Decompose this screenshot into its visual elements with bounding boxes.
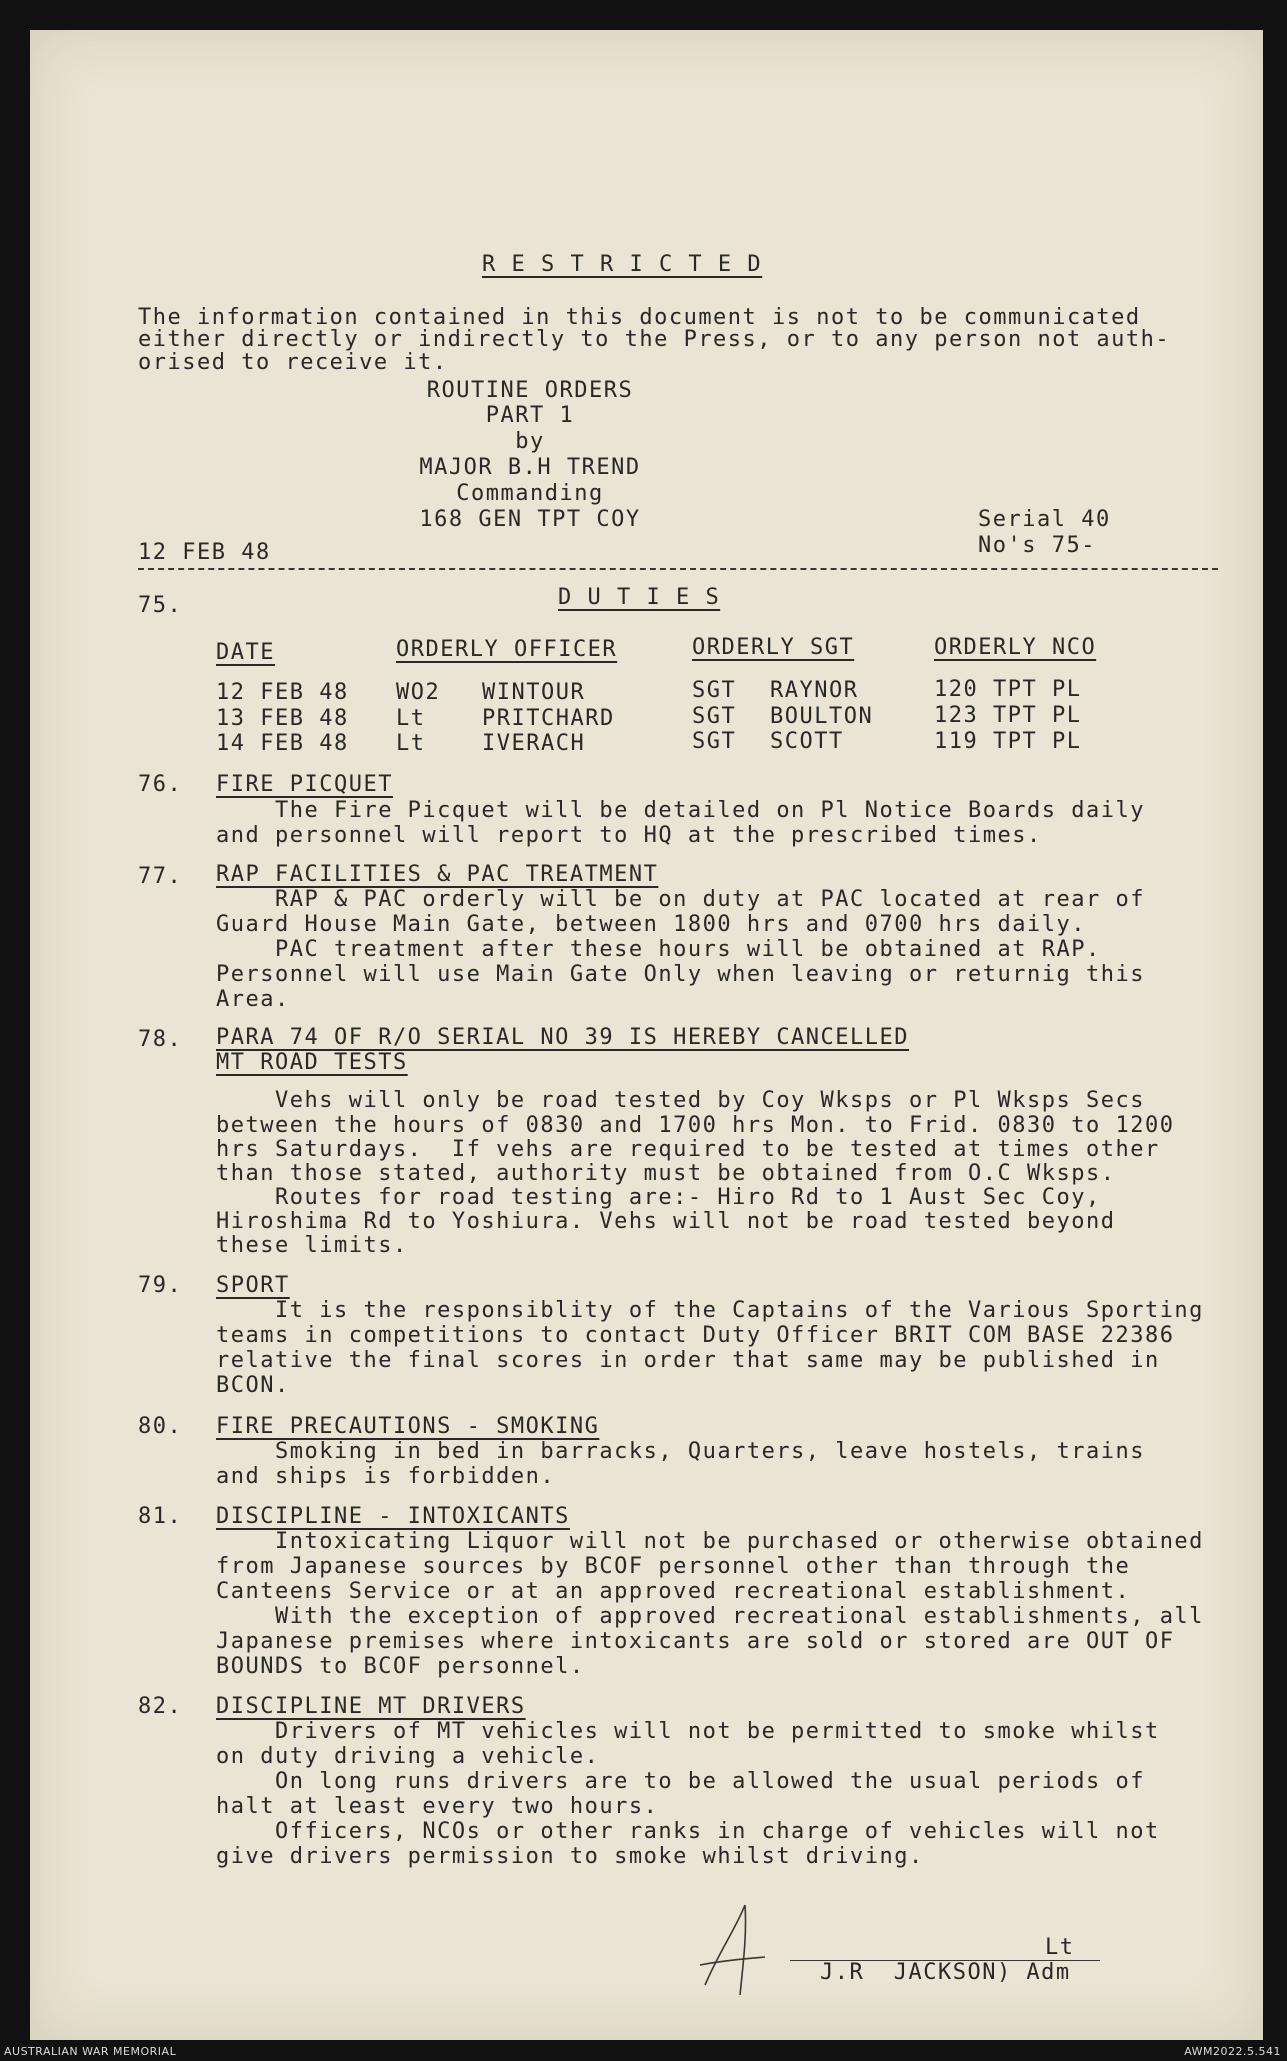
header-divider	[138, 568, 1218, 570]
col-orderly-officer: ORDERLY OFFICER	[396, 637, 618, 662]
row-rank: Lt	[396, 706, 426, 731]
para-number: 79.	[138, 1273, 183, 1298]
archive-reference: AWM2022.5.541	[1184, 2045, 1281, 2058]
row-sgt: SCOTT	[770, 729, 844, 754]
row-sgt-rank: SGT	[692, 678, 737, 703]
para-line: than those stated, authority must be obtained from O.C Wksps.	[216, 1161, 1116, 1186]
handwritten-signature	[685, 1895, 805, 2005]
para-number: 81.	[138, 1504, 183, 1529]
title-unit: 168 GEN TPT COY	[419, 507, 641, 532]
title-by: by	[515, 429, 545, 454]
para-line: teams in competitions to contact Duty Officer BRIT COM BASE 22386	[216, 1323, 1175, 1348]
para-heading: RAP FACILITIES & PAC TREATMENT	[216, 862, 659, 887]
para-line: and ships is forbidden.	[216, 1464, 556, 1489]
para-heading: FIRE PRECAUTIONS - SMOKING	[216, 1414, 600, 1439]
serial-nos: No's 75-	[978, 533, 1096, 558]
para-heading: PARA 74 OF R/O SERIAL NO 39 IS HEREBY CANCELLED	[216, 1025, 910, 1050]
para-subheading: MT ROAD TESTS	[216, 1050, 408, 1075]
row-officer: PRITCHARD	[482, 706, 615, 731]
row-sgt: BOULTON	[770, 704, 874, 729]
para-line: hrs Saturdays. If vehs are required to be tested at times other	[216, 1137, 1160, 1162]
para-number: 77.	[138, 864, 183, 889]
title-part: PART 1	[485, 403, 575, 428]
para-heading: FIRE PICQUET	[216, 772, 393, 797]
para-number: 78.	[138, 1027, 183, 1052]
row-date: 12 FEB 48	[216, 680, 349, 705]
para-line: Vehs will only be road tested by Coy Wksps or Pl Wksps Secs	[216, 1088, 1145, 1113]
para-line: BOUNDS to BCOF personnel.	[216, 1654, 585, 1679]
row-rank: WO2	[396, 680, 441, 705]
para-number: 80.	[138, 1414, 183, 1439]
para-line: On long runs drivers are to be allowed the usual periods of	[216, 1769, 1145, 1794]
header-date: 12 FEB 48	[138, 540, 271, 565]
para-line: RAP & PAC orderly will be on duty at PAC located at rear of	[216, 887, 1145, 912]
notice-line-1: The information contained in this document is not to be communicated	[138, 305, 1141, 330]
para-line: Japanese premises where intoxicants are sold or stored are OUT OF	[216, 1629, 1175, 1654]
para-line: give drivers permission to smoke whilst driving.	[216, 1844, 924, 1869]
notice-line-2: either directly or indirectly to the Press, or to any person not auth-	[138, 327, 1171, 352]
para-line: relative the final scores in order that same may be published in	[216, 1348, 1160, 1373]
para-number: 82.	[138, 1694, 183, 1719]
row-date: 14 FEB 48	[216, 731, 349, 756]
para-line: It is the responsiblity of the Captains of the Various Sporting	[216, 1298, 1204, 1323]
title-commanding: Commanding	[456, 481, 604, 506]
para-line: Smoking in bed in barracks, Quarters, leave hostels, trains	[216, 1439, 1145, 1464]
col-orderly-sgt: ORDERLY SGT	[692, 635, 855, 660]
row-officer: IVERACH	[482, 731, 586, 756]
para-line: halt at least every two hours.	[216, 1794, 659, 1819]
row-sgt-rank: SGT	[692, 704, 737, 729]
para-heading: DISCIPLINE - INTOXICANTS	[216, 1504, 570, 1529]
title-routine-orders: ROUTINE ORDERS	[426, 378, 634, 403]
duties-heading: D U T I E S	[558, 585, 721, 610]
para-line: between the hours of 0830 and 1700 hrs Mon. to Frid. 0830 to 1200	[216, 1113, 1175, 1138]
para-heading: SPORT	[216, 1273, 290, 1298]
para-line: Canteens Service or at an approved recreational establishment.	[216, 1579, 1131, 1604]
document-page	[30, 30, 1263, 2040]
para-line: Drivers of MT vehicles will not be permitted to smoke whilst	[216, 1719, 1160, 1744]
para-line: BCON.	[216, 1373, 290, 1398]
notice-line-3: orised to receive it.	[138, 350, 448, 375]
para-line: Intoxicating Liquor will not be purchased or otherwise obtained	[216, 1529, 1204, 1554]
para-line: on duty driving a vehicle.	[216, 1744, 600, 1769]
signature-name: J.R JACKSON) Adm	[820, 1960, 1071, 1985]
para-line: Personnel will use Main Gate Only when leaving or returnig this	[216, 962, 1145, 987]
row-nco: 123 TPT PL	[934, 703, 1082, 728]
restricted-heading: R E S T R I C T E D	[482, 252, 763, 277]
para-heading: DISCIPLINE MT DRIVERS	[216, 1694, 526, 1719]
para-line: and personnel will report to HQ at the prescribed times.	[216, 823, 1042, 848]
col-date: DATE	[216, 640, 275, 665]
title-major: MAJOR B.H TREND	[419, 455, 641, 480]
para-line: With the exception of approved recreational establishments, all	[216, 1604, 1204, 1629]
serial-number: Serial 40	[978, 507, 1111, 532]
row-sgt-rank: SGT	[692, 729, 737, 754]
para-line: Hiroshima Rd to Yoshiura. Vehs will not be road tested beyond	[216, 1209, 1116, 1234]
row-sgt: RAYNOR	[770, 678, 859, 703]
para-line: these limits.	[216, 1233, 408, 1258]
para-line: Area.	[216, 987, 290, 1012]
para-line: from Japanese sources by BCOF personnel other than through the	[216, 1554, 1131, 1579]
col-orderly-nco: ORDERLY NCO	[934, 635, 1097, 660]
signature-rank: Lt	[1045, 1935, 1075, 1960]
row-officer: WINTOUR	[482, 680, 586, 705]
para-number: 76.	[138, 772, 183, 797]
para-line: The Fire Picquet will be detailed on Pl Notice Boards daily	[216, 798, 1145, 823]
para-line: Routes for road testing are:- Hiro Rd to 1 Aust Sec Coy,	[216, 1185, 1101, 1210]
para-line: PAC treatment after these hours will be obtained at RAP.	[216, 937, 1101, 962]
para-line: Guard House Main Gate, between 1800 hrs and 0700 hrs daily.	[216, 912, 1086, 937]
row-nco: 119 TPT PL	[934, 729, 1082, 754]
para-line: Officers, NCOs or other ranks in charge of vehicles will not	[216, 1819, 1160, 1844]
row-date: 13 FEB 48	[216, 706, 349, 731]
row-nco: 120 TPT PL	[934, 677, 1082, 702]
row-rank: Lt	[396, 731, 426, 756]
duties-number: 75.	[138, 593, 183, 618]
archive-credit: AUSTRALIAN WAR MEMORIAL	[4, 2045, 177, 2058]
